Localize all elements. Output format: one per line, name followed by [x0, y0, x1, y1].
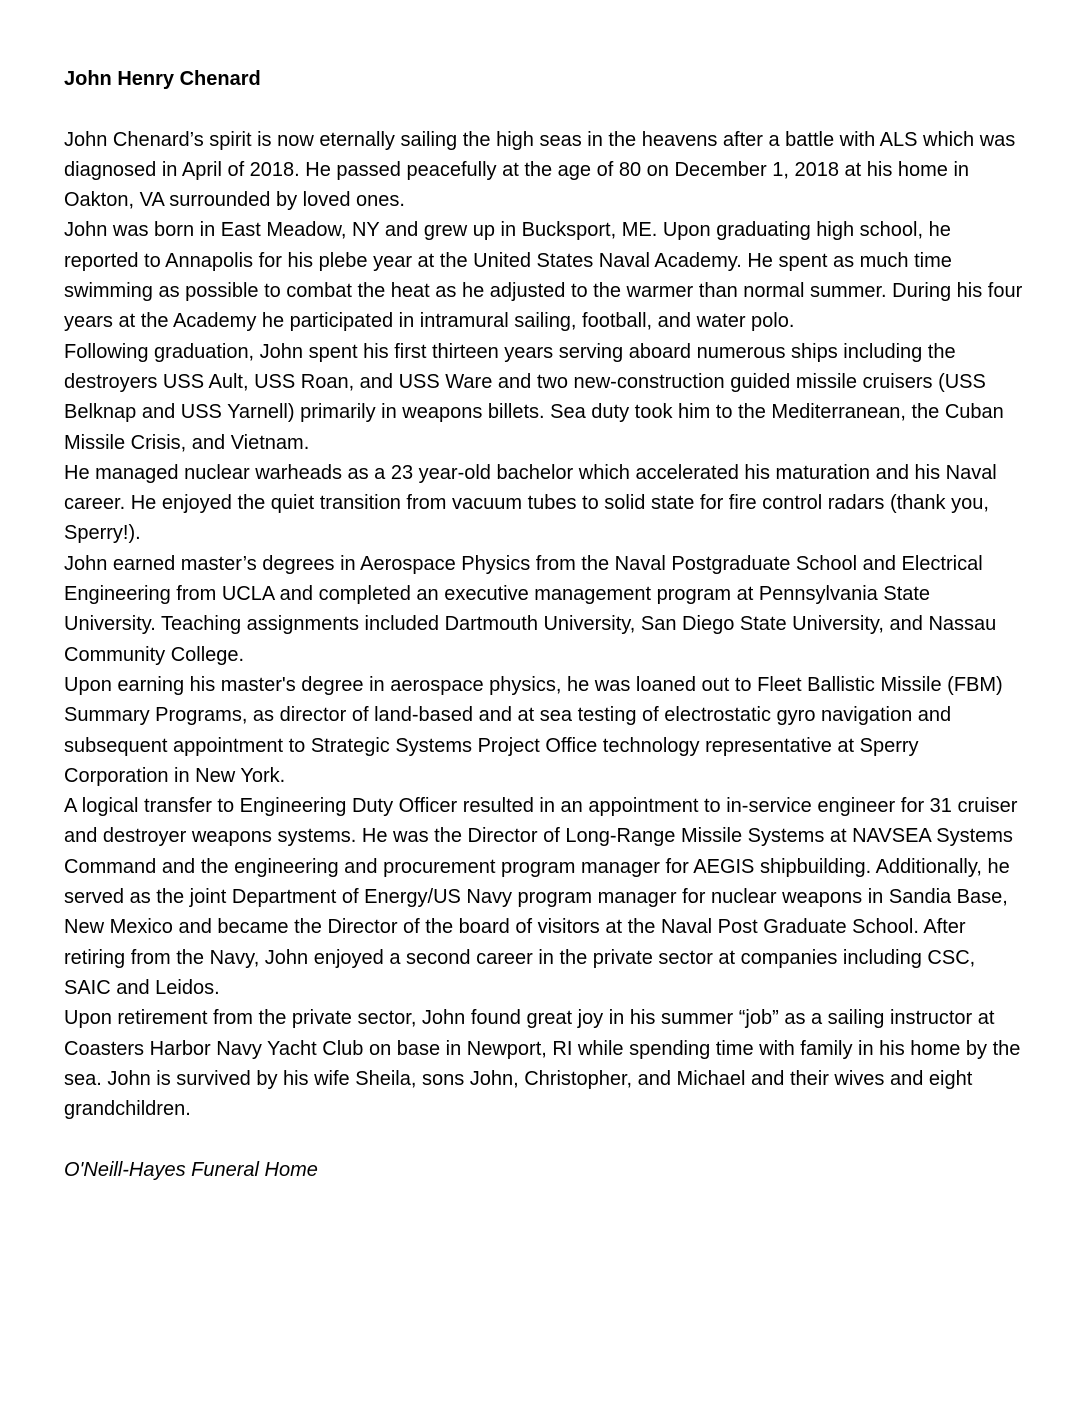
- paragraph-announcement: John Chenard’s spirit is now eternally sailing the high seas in the heavens after a battle with ALS which was diagnosed in April of 2018. He passed peacefully at the age of 80 on December 1, 2018 at his home in Oakton, VA surrounded by loved ones.: [64, 128, 1016, 212]
- paragraph-nuclear-warheads: He managed nuclear warheads as a 23 year-old bachelor which accelerated his maturation and his Naval career. He enjoyed the quiet transition from vacuum tubes to solid state for fire control radars (thank you, Sperry!).: [64, 461, 997, 545]
- document-title: John Henry Chenard: [64, 68, 261, 90]
- paragraph-early-life: John was born in East Meadow, NY and grew up in Bucksport, ME. Upon graduating high school, he reported to Annapolis for his plebe year at the United States Naval Academy. He spent as much time swimming as possible to combat the heat as he adjusted to the warmer than normal summer. During his four years at the Academy he participated in intramural sailing, football, and water polo.: [64, 219, 1023, 333]
- paragraph-fbm-programs: Upon earning his master's degree in aerospace physics, he was loaned out to Fleet Ballistic Missile (FBM) Summary Programs, as director of land-based and at sea testing of electrostatic gyro navigation and subsequent appointment to Strategic Systems Project Office technology representative at Sperry Corporation in New York.: [64, 673, 1003, 787]
- paragraph-retirement: Upon retirement from the private sector, John found great joy in his summer “job” as a sailing instructor at Coasters Harbor Navy Yacht Club on base in Newport, RI while spending time with family in his home by the sea. John is survived by his wife Sheila, sons John, Christopher, and Michael and their wives and eight grandchildren.: [64, 1007, 1021, 1121]
- obituary-page: [64, 64, 1026, 1185]
- paragraph-sea-duty: Following graduation, John spent his first thirteen years serving aboard numerous ships including the destroyers USS Ault, USS Roan, and USS Ware and two new-construction guided missile cruisers (USS Belknap and USS Yarnell) primarily in weapons billets. Sea duty took him to the Mediterranean, the Cuban Missile Crisis, and Vietnam.: [64, 340, 1004, 454]
- paragraph-engineering-duty: A logical transfer to Engineering Duty Officer resulted in an appointment to in-service engineer for 31 cruiser and destroyer weapons systems. He was the Director of Long-Range Missile Systems at NAVSEA Systems Command and the engineering and procurement program manager for AEGIS shipbuilding. Additionally, he served as the joint Department of Energy/US Navy program manager for nuclear weapons in Sandia Base, New Mexico and became the Director of the board of visitors at the Naval Post Graduate School. After retiring from the Navy, John enjoyed a second career in the private sector at companies including CSC, SAIC and Leidos.: [64, 795, 1018, 999]
- paragraph-education: John earned master’s degrees in Aerospace Physics from the Naval Postgraduate School and Electrical Engineering from UCLA and completed an executive management program at Pennsylvania State University. Teaching assignments included Dartmouth University, San Diego State University, and Nassau Community College.: [64, 552, 997, 666]
- funeral-home-signature: O'Neill-Hayes Funeral Home: [64, 1158, 318, 1181]
